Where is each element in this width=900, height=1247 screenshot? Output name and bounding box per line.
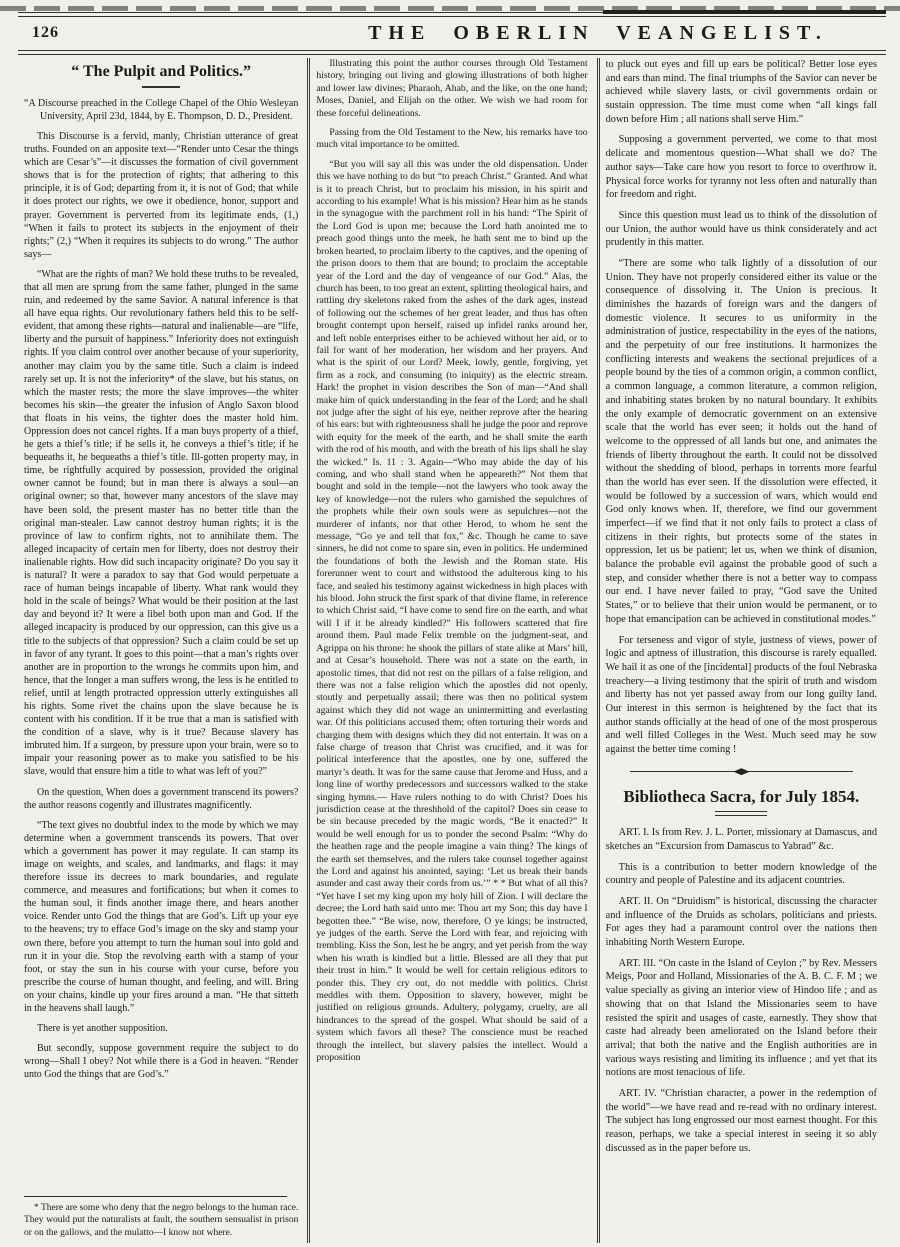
footnote-rule — [24, 1196, 287, 1197]
header-bottom-rule — [18, 50, 886, 55]
paragraph: to pluck out eyes and fill up ears be political? Better lose eyes and ears than mind. The final triumphs of the Savior can never be achieved while slavery lasts, or civil governments ordain or sustain oppression. The time must come when “all kings fall down before Him ; all nations shall serve Him.” — [605, 59, 877, 125]
footnote-text: * There are some who deny that the negro belongs to the human race. They would put the naturalists at fault, the southern sensualist in prison or on the gallows, and the mulatto—I know not where. — [24, 1202, 299, 1238]
paragraph: ART. II. On “Druidism” is historical, discussing the character and influence of the Druids as scholars, politicians and priests. For ages they had a paramount control over the nations then inhabiting North Western Europe. — [605, 896, 877, 949]
column-layout — [18, 58, 886, 1243]
paragraph: There is yet another supposition. — [37, 1023, 168, 1035]
paragraph: Illustrating this point the author courses through Old Testament history, bringing out living and glowing illustrations of both higher and lower law divines; Pharaoh, Ahab, and the like, on the one hand; Moses, Daniel, and Elijah on the other. We wish we had room for these forceful delineations. — [316, 58, 588, 119]
paragraph: On the question, When does a government transcend its powers? the author reasons cogently and illustrates magnificently. — [24, 786, 299, 811]
divider-line — [747, 771, 853, 772]
section-title: Bibliotheca Sacra, for July 1854. — [623, 786, 860, 806]
diamond-ornament-icon: ◆ — [733, 765, 750, 776]
page-header — [18, 18, 886, 48]
column-3 — [597, 58, 886, 1243]
masthead-title: THE OBERLIN VEANGELIST. — [368, 21, 828, 44]
title-ornament-rule — [142, 86, 180, 88]
paragraph: This Discourse is a fervid, manly, Christian utterance of great truths. Founded on an apposite text—“Render unto Cesar the things which are Cesar’s”—it discusses the formation of civil government shows that is for the protection of rights; that adhering to this principle, it is of God; departing from it, it is not of God; that while it does protect our rights, we owe it obedience, honor, support and prayer. Government is perverted from its legitimate ends, (1,) “When it fails to protect its subjects in the enjoyment of their rights;” (2,) “When it requires its subjects to do wrong.” The author says— — [24, 130, 299, 260]
section-title-rule — [715, 811, 767, 816]
paragraph: For terseness and vigor of style, justness of views, power of logic and aptness of illustration, this discourse is rarely equalled. We hail it as one of the [incidental] products of the foul Nebraska treachery—a living testimony that the spirit of truth and wisdom and liberty has not yet passed away from our long guilty land. Our interest in this sermon is heightened by the fact that its author stands officially at the head of one of the most prosperous and well filled Colleges in the West. Much seed may he sow against the better time coming ! — [605, 634, 877, 755]
paragraph: ART. III. “On caste in the Island of Ceylon ;” by Rev. Messers Meigs, Poor and Holland, Missionaries of the A. B. C. F. M ; we value specially as giving an interior view of Hindoo life ; and as showing that on that Island the Missionaries seem to have resisted the spirit and usages of caste, earnestly. They show that caste had already been ameliorated on the Island before their arrival; that both the native and the English authorities are in various ways resisting and limiting its influence ; and yet that its notions are most tenacious of life. — [605, 957, 877, 1079]
section-divider — [630, 767, 853, 776]
article-attribution: “A Discourse preached in the College Chapel of the Ohio Wesleyan University, April 23d, 1844, by E. Thompson, D. D., President. — [24, 97, 299, 122]
paragraph: This is a contribution to better modern knowledge of the country and people of Palestine and its adjacent countries. — [605, 861, 877, 887]
column-2 — [307, 58, 596, 1243]
paragraph: Since this question must lead us to think of the dissolution of our Union, the author would have us think considerately and act prudently in this matter. — [605, 209, 877, 249]
header-top-rule — [18, 12, 886, 17]
paragraph: Supposing a government perverted, we come to that most delicate and momentous question—What shall we do? The author says—Take care how you resort to force to overthrow it. Physical force works for tyranny not less often and naturally than for freedom and right. — [605, 134, 877, 201]
column-1 — [18, 58, 307, 1243]
paragraph: “But you will say all this was under the old dispensation. Under this we have nothing to do but “to preach Christ.” Granted. And what is it to preach Christ, but to proclaim his mission, in his spirit and according to his example! What is his mission? Hear him as he stands in the synagogue with the parchment roll in his hand: “The Spirit of the Lord God is upon me; because the Lord hath anointed me to preach good things unto the meek, he hath sent me to bind up the broken hearted, to proclaim liberty to the captives, and the opening of the prison doors to them that are bound; to proclaim the acceptable year of the Lord and the day of vengeance of our God.” Alas, the church has been, to too great an extent, splitting theological hairs, and rattling dry skeletons raked from the ashes of the dark ages, instead of following out the schemes of her great leader, and thus has often brought contempt upon herself, raised up infidel ranks around her, and left noble enterprises either to be achieved without her aid, or to fail for want of her moderation, her wisdom and her prayers. And what is the spirit of our Lord? Meek, lowly, gentle, forgiving, yet firm as a rock, and consuming (to iniquity) as the electric stream. Hark! the prophet in vision describes the Son of man—“And shall make him of quick understanding in the fear of the Lord; and he shall not judge after the sight of his eye, neither reprove after the hearing of his ears: but with righteousness shall he judge the poor and reprove with equity for the meek of the earth, and he shall smite the earth with the rod of his mouth, and with the breath of his lips shall he slay the wicked.” Is. 11 : 3. Again—“Who may abide the day of his coming, and who shall stand when he appeareth?” Not them that bought and sold in the temple—not the lawyers who took away the key of knowledge—not the rulers who garnished the sepulchres of the prophets while their own souls were as sepulchres—not the murderer of infants, nor that other Herod, to whom he sent the message, “Go ye and tell that fox,” &c. Though he came to save sinners, he did not come to spare sin, even in politics. He undermined the foundations of both the Jewish and the Roman state. His forerunner went to court and withstood the adulterous king to his face, and sealed his testimony against wickedness in high places with his blood. John struck the first spark of that divine flame, in reference to which Christ said, “I have come to send fire on the earth, and what will I if it be already kindled?” His followers scattered that fire around them. Paul made Felix tremble on the judgment-seat, and Agrippa on his throne: he shook the pillars of state alike at Mars’ hill, and at Cesar’s household. There was not a state on the earth, in apostolic times, that did not rest on the pillars of a false religion, and there was not a false religion which the apostles did not openly, stoutly and perpetually assail; there was then no political system against which they did not wage an unintermitting and everlasting war. Of this politicians accused them; often torturing their words and charging them with designs which they did not entertain. It was on a false charge of treason that Christ was crucified, and it was for political interference that the apostles, one by one, suffered the martyr’s death. It was for the same cause that Jerome and Huss, and a long line of worthy predecessors and successors walked to the stake singing hymns.— Have rulers nothing to do with Christ? Does his jurisdiction cease at the threshhold of the capitol? Does sin cease to be sin because preceded by the magic words, “Be it enacted?” It would be well enough for us to ponder the second Psalm: “Why do the heathen rage and the people imagine a vain thing? The kings of the earth set themselves, and the rulers take counsel together against the Lord and against his anointed, saying: ‘Let us break their bands asunder and cast away their cords from us.’” * * But what of all this? “Yet have I set my king upon my holy hill of Zion. I will declare the decree; the Lord hath said unto me: Thou art my Son; this day have I begotten thee.” “Be wise, now, therefore, O ye kings; be instructed, ye judges of the earth. Serve the Lord with fear, and rejoicing with trembling. Kiss the Son, lest he be angry, and yet perish from the way when his wrath is kindled but a little. Blessed are all they that put their trust in him.” It would be well for certain religious editors to ponder this. They cry out, do not meddle with politics. Christ meddles with them. Opposition to slavery, however, might be justified on religious grounds. Adultery, polygamy, cruelty, are all hindrances to the spread of the gospel. What should be said of a system which favors all these? The conscience must be reached through the intellect, but slavery palsies the intellect. Would a proposition — [316, 158, 588, 1064]
paragraph: Passing from the Old Testament to the New, his remarks have too much vital importance to be omitted. — [316, 127, 588, 151]
paragraph: ART. I. Is from Rev. J. L. Porter, missionary at Damascus, and sketches an “Excursion from Damascus to Yabrad” &c. — [605, 827, 877, 852]
paragraph: “The text gives no doubtful index to the mode by which we may determine when a government transcends its powers. That over which a government has power it may regulate. It can stamp its image on weights, and scales, and landmarks, and flags: it may therefore issue its decrees to mark boundaries, and regulate commerce, and measures and fortifications; but when it comes to the human soul, it finds another image there, and hears another voice. Render unto God the things that are God’s. Lift up your eye to the heavens; try to efface God’s image on the sky and stamp your own there, before you attempt to turn the human soul into gold and run it in your die. Stop the revolving earth with a stamp of your foot, or stay the sun in his course with your curse, before you prescribe the course of human thought, and feeling, and will. Bring on your chains, kindle up your fires around a man. “He that sitteth in the heavens shall laugh.” — [24, 819, 299, 1015]
divider-line — [630, 771, 736, 772]
footnote-block — [24, 1192, 298, 1239]
paragraph: ART. IV. “Christian character, a power in the redemption of the world”—we have read and re-read with no ordinary interest. The subject has long engrossed our most earnest thought. For this reason, perhaps, we take a special interest in seeing it so ably discussed as in the paper before us. — [605, 1087, 877, 1154]
paragraph: “What are the rights of man? We hold these truths to be revealed, that all men are sprung from the same father, plunged in the same ruin, and redeemed by the same Savior. A natural inference is that all have equa rights. Our revolutionary fathers held this to be self-evident, that among these rights—natural and inalienable—are “life, liberty and the pursuit of happiness.” Inferiority does not extinguish rights. If you claim control over another because of your superiority, another may claim you by the same title. Such a claim is indeed rarely set up. It is not the inferiority* of the slave, but his status, on which the master rests; the more the slave improves—the whiter becomes his skin—the greater the infusion of Anglo Saxon blood that floats in his veins, the tighter does the master hold him. Oppression does not cancel rights. If a man buys property of a thief, he gets a thief’s title; if he sells it, he conveys a thief’s title; if he bequeaths it, he bequeaths a thief’s title. Ill-gotten property may, in time, be rightfully acquired by possession, provided the original owner cannot be found; but in man there is always a soul—an original owner; so that, however many ancestors of the slave may have been sold, the present master has no better title than the original man-stealer. Law cannot destroy human rights; it is the province of law to confirm rights, not to annihilate them. The alleged incapacity of certain men for liberty, does not destroy their inalienable rights. How did such incapacity originate? Do you say it is natural? It were a paradox to say that God would perpetuate a race of human beings incapable of liberty. What rank would they hold in the scale of beings? What would be their position at the last day and beyond it? It were a libel both upon man and God. If the alleged incapacity is produced by our oppression, can this give us a title to the subjects of that oppression? Such a claim could be set up in favor of any tyrant. It goes to this point—that a man’s rights over another are in proportion to the wrongs he commits upon him, and hence, that the longer a man suffers wrong, the less is he entitled to relief, until at length protracted oppression utterly extinguishes all his rights. Some rivet the chains upon the slave because he is content with his condition. If it be true that a man is satisfied with the condition of a slave, why is it true? Because slavery has imbruted him. If a surgeon, by pressure upon your brain, were so to impair your reasoning power as to make you satisfied to be his slave, would that ensure him a title to what was left of you?” — [24, 268, 299, 778]
page-number: 126 — [32, 24, 59, 41]
article-title: “ The Pulpit and Politics.” — [71, 63, 252, 80]
paragraph: “There are some who talk lightly of a dissolution of our Union. They have not properly considered either its value or the consequence of dissolving it. The Union is precious. It diminishes the hazards of foreign wars and the dangers of domestic violence. It secures to us uniformity in the administration of justice, respectability in the eyes of the nations, and the perpetuity of our free institutions. It harmonizes the conflicting interests and weakens the sectional prejudices of a people bound by the ties of a common origin, a common conflict, a common language, a common literature, a common religion, and inhabiting states broken by no natural boundary. It exhibits the only example of democratic government on an extensive scale that the world has ever seen; it holds out the hand of welcome to the oppressed of all lands but one, and animates the friends of liberty throughout the earth. It could not be dissolved without the shedding of blood, perhaps in torrents more fearful than the world has ever seen. If the dissolution were effected, it would be followed by a succession of wars, which would end God only knows when. If, therefore, we find our government imperfect—if we find that it not only fails to protect a class of citizens in their rights, but protects some of the states in oppression, let us be patient; let us, when we think of disunion, balance the probable evil against the probable good of such a step, and consider whether there is not a better way to compass our end. I have never failed to pray, “God save the United States,” or to believe that their union would be permanent, or to hope that emancipation can be achieved in constitutional modes.” — [605, 257, 877, 625]
paragraph: But secondly, suppose government require the subject to do wrong—Shall I obey? Not while there is a God in heaven. “Render unto God the things that are God’s.” — [24, 1043, 299, 1081]
